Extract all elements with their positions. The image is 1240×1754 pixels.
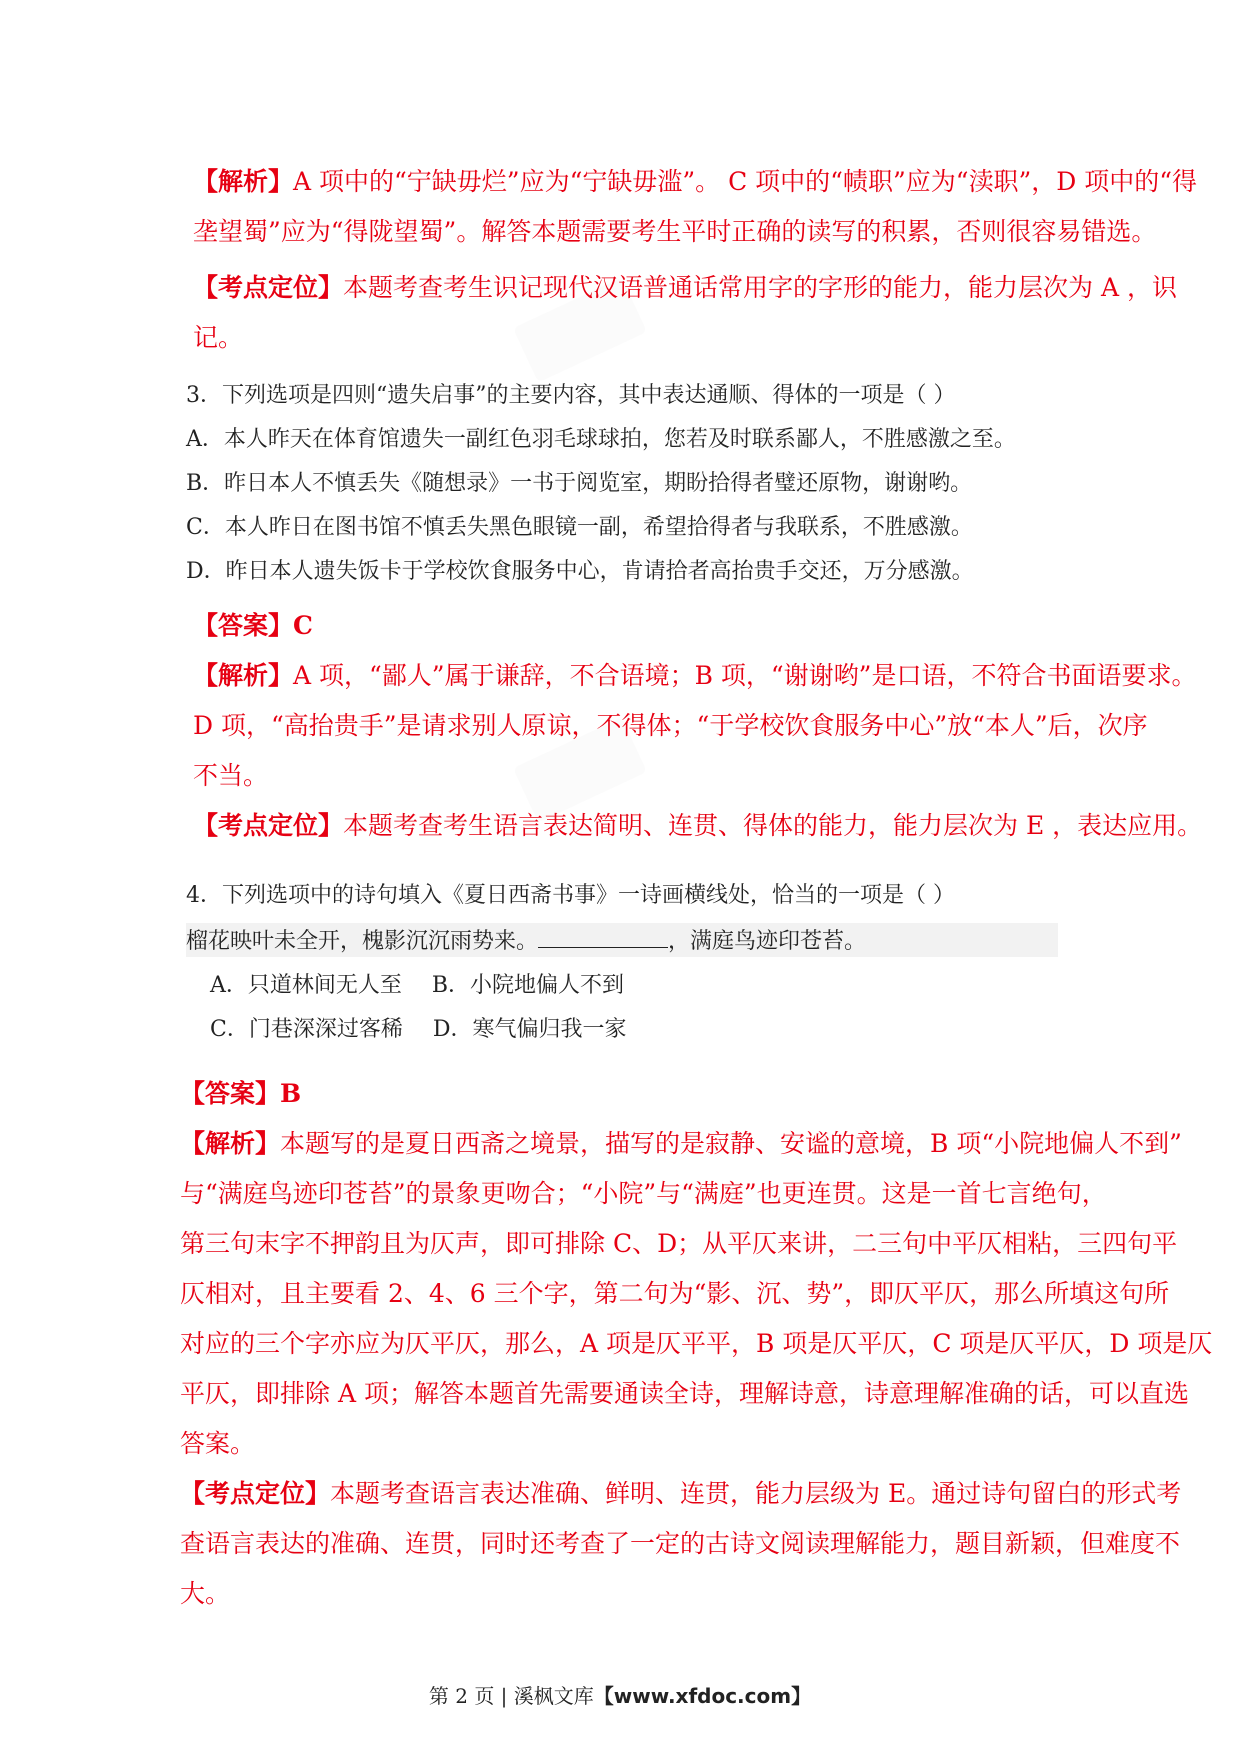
answer-tag: 【答案】: [193, 611, 294, 640]
q4-stem: 4．下列选项中的诗句填入《夏日西斋书事》一诗画横线处，恰当的一项是（ ）: [186, 883, 955, 908]
point-tag: 【考点定位】: [180, 1479, 331, 1508]
q4-point-line3: 大。: [180, 1579, 231, 1608]
footer-page: 第 2 页 | 溪枫文库: [428, 1684, 594, 1708]
q4-poem: 榴花映叶未全开，槐影沉沉雨势来。 ，满庭鸟迹印苍苔。: [186, 929, 867, 954]
q4-analysis-line6: 平仄，即排除 A 项；解答本题首先需要通读全诗，理解诗意，诗意理解准确的话，可以直选: [180, 1379, 1189, 1408]
q3-option-d: D．昨日本人遗失饭卡于学校饮食服务中心，肯请拾者高抬贵手交还，万分感激。: [186, 559, 974, 584]
answer-tag: 【答案】: [180, 1079, 281, 1108]
q4-analysis-line3: 第三句末字不押韵且为仄声，即可排除 C、D；从平仄来讲，二三句中平仄相粘，三四句平: [180, 1229, 1178, 1258]
q4-option-c: C．门巷深深过客稀: [210, 1017, 403, 1042]
q3-option-c: C．本人昨日在图书馆不慎丢失黑色眼镜一副，希望拾得者与我联系，不胜感激。: [186, 515, 973, 540]
q4-point-line2: 查语言表达的准确、连贯，同时还考查了一定的古诗文阅读理解能力，题目新颖，但难度不: [180, 1529, 1181, 1558]
point-tag: 【考点定位】: [193, 273, 344, 302]
analysis-tag: 【解析】: [180, 1129, 281, 1158]
q3-option-a: A．本人昨天在体育馆遗失一副红色羽毛球球拍，您若及时联系鄙人，不胜感激之至。: [186, 427, 1016, 452]
q3-analysis-line3: 不当。: [193, 761, 269, 790]
q3-point: 【考点定位】本题考查考生语言表达简明、连贯、得体的能力，能力层次为 E ，表达应用。: [193, 811, 1203, 840]
analysis-tag: 【解析】: [193, 661, 294, 690]
q4-analysis-line7: 答案。: [180, 1429, 256, 1458]
page-footer: [0, 1680, 1240, 1709]
point-tag: 【考点定位】: [193, 811, 344, 840]
fill-blank: [538, 929, 668, 948]
q3-stem: 3．下列选项是四则“遗失启事”的主要内容，其中表达通顺、得体的一项是（ ）: [186, 383, 956, 408]
q3-answer: 【答案】C: [193, 611, 313, 640]
q4-analysis-line5: 对应的三个字亦应为仄平仄，那么，A 项是仄平平，B 项是仄平仄，C 项是仄平仄，D 项是仄: [180, 1329, 1213, 1358]
q4-options-row2: [210, 1012, 626, 1043]
q4-point-line1: 【考点定位】本题考查语言表达准确、鲜明、连贯，能力层级为 E。通过诗句留白的形式考: [180, 1479, 1182, 1508]
q4-analysis-line2: 与“满庭鸟迹印苍苔”的景象更吻合；“小院”与“满庭”也更连贯。这是一首七言绝句，: [180, 1179, 1107, 1208]
q4-options-row1: [210, 968, 624, 999]
q4-option-a: A．只道林间无人至: [210, 973, 402, 998]
q4-analysis-line4: 仄相对，且主要看 2、4、6 三个字，第二句为“影、沉、势”，即仄平仄，那么所填这句所: [180, 1279, 1170, 1308]
q2-point-line2: 记。: [193, 323, 244, 352]
q2-analysis-line2: 垄望蜀”应为“得陇望蜀”。解答本题需要考生平时正确的读写的积累，否则很容易错选。: [193, 217, 1157, 246]
q3-analysis-line2: D 项，“高抬贵手”是请求别人原谅，不得体；“于学校饮食服务中心”放“本人”后，次序: [193, 711, 1148, 740]
analysis-tag: 【解析】: [193, 167, 294, 196]
q4-option-b: B．小院地偏人不到: [431, 973, 625, 998]
q2-analysis-line1: 【解析】A 项中的“宁缺毋烂”应为“宁缺毋滥”。 C 项中的“帻职”应为“渎职”，D 项中的“得: [193, 167, 1198, 196]
q4-option-d: D．寒气偏归我一家: [432, 1017, 627, 1042]
q3-option-b: B．昨日本人不慎丢失《随想录》一书于阅览室，期盼拾得者璧还原物，谢谢哟。: [186, 471, 973, 496]
q2-point-line1: 【考点定位】本题考查考生识记现代汉语普通话常用字的字形的能力，能力层次为 A ，识: [193, 273, 1177, 302]
q4-analysis-line1: 【解析】本题写的是夏日西斋之境景，描写的是寂静、安谧的意境，B 项“小院地偏人不到”: [180, 1129, 1182, 1158]
q4-answer: 【答案】B: [180, 1079, 302, 1108]
footer-site-link[interactable]: 【www.xfdoc.com】: [593, 1684, 812, 1708]
q3-analysis-line1: 【解析】A 项，“鄙人”属于谦辞，不合语境；B 项，“谢谢哟”是口语，不符合书面语要求。: [193, 661, 1197, 690]
